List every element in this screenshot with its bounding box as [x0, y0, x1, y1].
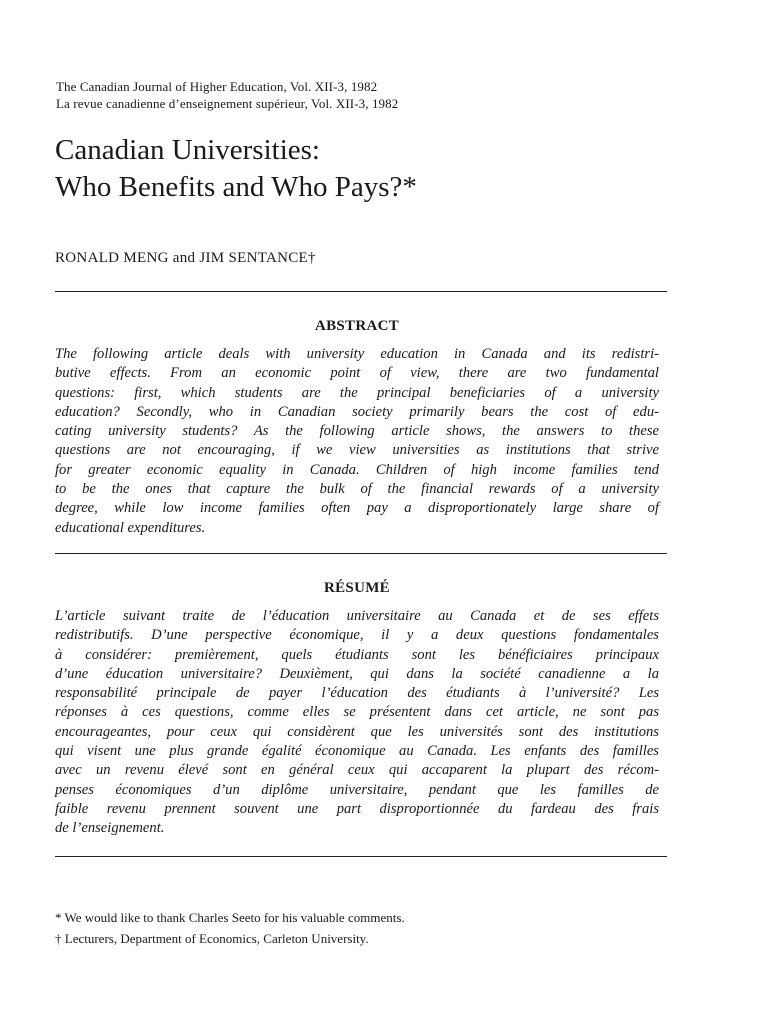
resume-line: à considérer: premièrement, quels étudiants sont les bénéficiaires principaux: [55, 646, 659, 663]
divider-rule: [55, 553, 667, 554]
abstract-line: The following article deals with university education in Canada and its redistri-: [55, 346, 659, 362]
resume-line: d’une éducation universitaire? Deuxièment, qui dans la société canadienne a la: [55, 665, 659, 682]
resume-line: qui visent une plus grande égalité économique au Canada. Les enfants des familles: [55, 743, 659, 760]
resume-text: [55, 607, 659, 839]
abstract-line: questions: first, which students are the principal beneficiaries of a university: [55, 384, 659, 401]
abstract-heading: ABSTRACT: [314, 318, 400, 334]
footnote-affiliation: † Lecturers, Department of Economics, Carleton University.: [55, 931, 369, 946]
divider-rule: [55, 856, 667, 857]
resume-line: réponses à ces questions, comme elles se présentent dans cet article, ne sont pas: [55, 704, 659, 721]
article-title-line-1: Canadian Universities:: [55, 134, 320, 166]
abstract-line: degree, while low income families often pay a disproportionately large share of: [55, 500, 659, 517]
journal-header-french: La revue canadienne d’enseignement supérieur, Vol. XII-3, 1982: [56, 96, 399, 111]
resume-line: responsabilité principale de payer l’éducation des étudiants à l’université? Les: [55, 685, 659, 702]
abstract-line: for greater economic equality in Canada. Children of high income families tend: [55, 461, 659, 478]
resume-line: L’article suivant traite de l’éducation universitaire au Canada et de ses effets: [55, 608, 659, 624]
resume-line: penses économiques d’un diplôme universitaire, pendant que les familles de: [55, 781, 659, 798]
resume-line: faible revenu prennent souvent une part disproportionnée du fardeau des frais: [55, 800, 659, 817]
resume-line: de l’enseignement.: [55, 820, 165, 837]
authors: RONALD MENG and JIM SENTANCE†: [55, 250, 316, 266]
abstract-text: [55, 345, 659, 538]
abstract-line: questions are not encouraging, if we view universities as institutions that strive: [55, 442, 659, 459]
journal-header-english: The Canadian Journal of Higher Education, Vol. XII-3, 1982: [56, 79, 378, 94]
resume-line: avec un revenu élevé sont en général ceux qui accaparent la plupart des récom-: [55, 762, 659, 779]
footnote-acknowledgement: * We would like to thank Charles Seeto for his valuable comments.: [55, 910, 405, 925]
resume-line: redistributifs. D’une perspective économique, il y a deux questions fondamentales: [55, 627, 659, 644]
abstract-line: cating university students? As the following article shows, the answers to these: [55, 423, 659, 440]
article-title-line-2: Who Benefits and Who Pays?*: [55, 171, 417, 203]
abstract-line: educational expenditures.: [55, 519, 206, 536]
resume-line: encourageantes, pour ceux qui considèrent que les universités sont des institutions: [55, 723, 659, 740]
resume-heading: RÉSUMÉ: [324, 580, 390, 596]
abstract-line: education? Secondly, who in Canadian society primarily bears the cost of edu-: [55, 403, 659, 420]
abstract-line: to be the ones that capture the bulk of the financial rewards of a university: [55, 481, 659, 498]
abstract-line: butive effects. From an economic point of view, there are two fundamental: [55, 365, 659, 382]
divider-rule: [55, 291, 667, 292]
